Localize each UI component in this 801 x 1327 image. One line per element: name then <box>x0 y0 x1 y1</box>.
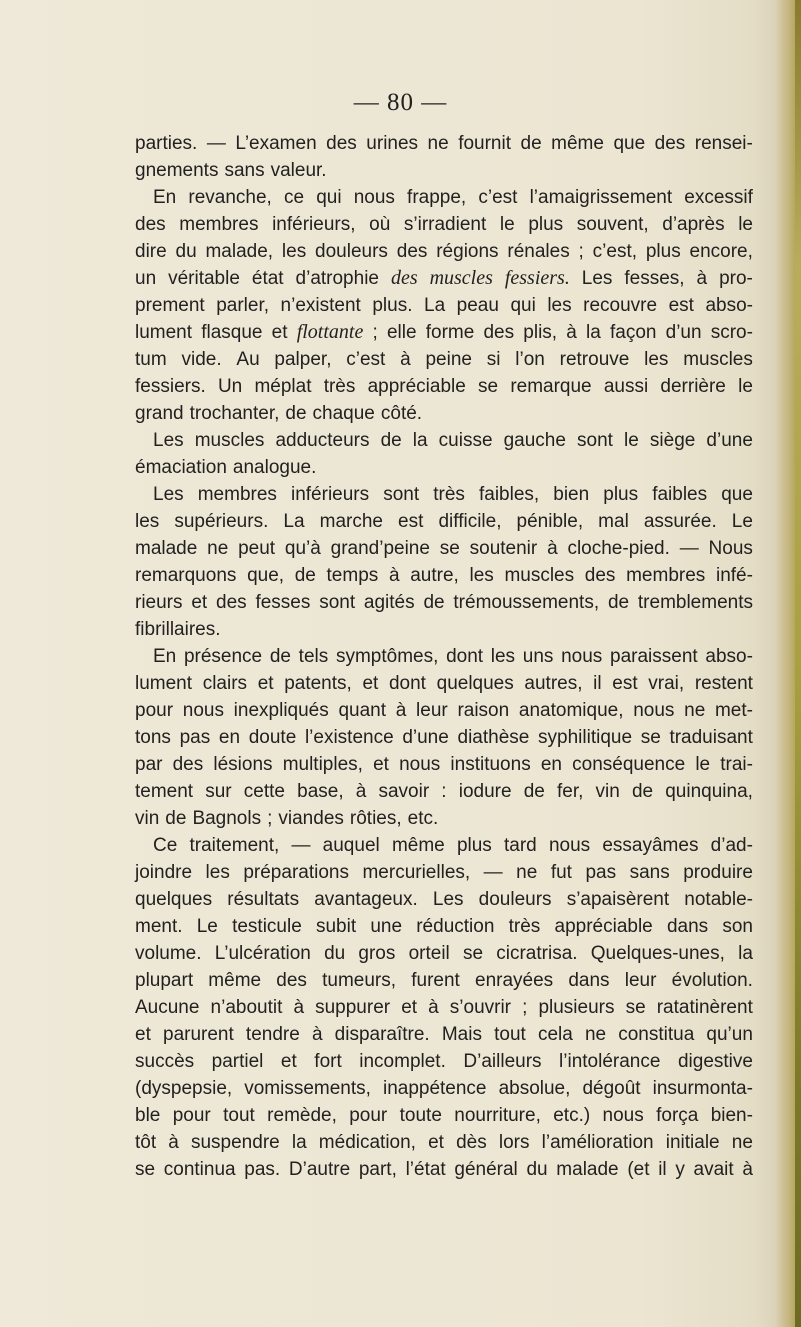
text-line: joindre les préparations mercurielles, — ne fut pas sans produire <box>135 862 753 883</box>
text-line: Ce traitement, — auquel même plus tard nous essayâmes d’ad- <box>153 835 753 856</box>
text-line: parties. — L’examen des urines ne fournit de même que des rensei- <box>135 133 753 154</box>
body-text <box>135 130 753 1183</box>
text-line: En revanche, ce qui nous frappe, c’est l’amaigrissement excessif <box>153 187 753 208</box>
text-line: tons pas en doute l’existence d’une diathèse syphilitique se traduisant <box>135 727 753 748</box>
text-line: les supérieurs. La marche est difficile, pénible, mal assurée. Le <box>135 511 753 532</box>
text-line: En présence de tels symptômes, dont les uns nous paraissent abso- <box>153 646 753 667</box>
text-line: lument clairs et patents, et dont quelques autres, il est vrai, restent <box>135 673 753 694</box>
text-line: (dyspepsie, vomissements, inappétence absolue, dégoût insurmonta- <box>135 1078 753 1099</box>
text-line: dire du malade, les douleurs des régions rénales ; c’est, plus encore, <box>135 241 753 262</box>
text-line: fibrillaires. <box>135 619 221 640</box>
text-line: des membres inférieurs, où s’irradient le plus souvent, d’après le <box>135 214 753 235</box>
text-line: Les membres inférieurs sont très faibles, bien plus faibles que <box>153 484 753 505</box>
text-line: quelques résultats avantageux. Les douleurs s’apaisèrent notable- <box>135 889 753 910</box>
page-number: — 80 — <box>353 89 448 116</box>
text-line: succès partiel et fort incomplet. D’ailleurs l’intolérance digestive <box>135 1051 753 1072</box>
text-line: plupart même des tumeurs, furent enrayées dans leur évolution. <box>135 970 753 991</box>
text-line: et parurent tendre à disparaître. Mais tout cela ne constitua qu’un <box>135 1024 753 1045</box>
text-line: un véritable état d’atrophie des muscles fessiers. Les fesses, à pro- <box>135 267 753 289</box>
text-line: émaciation analogue. <box>135 457 317 478</box>
text-line: par des lésions multiples, et nous instituons en conséquence le trai- <box>135 754 753 775</box>
text-line: ment. Le testicule subit une réduction très appréciable dans son <box>135 916 753 937</box>
text-line: rieurs et des fesses sont agités de trémoussements, de tremblements <box>135 592 753 613</box>
text-line: tôt à suspendre la médication, et dès lors l’amélioration initiale ne <box>135 1132 753 1153</box>
text-line: malade ne peut qu’à grand’peine se soutenir à cloche-pied. — Nous <box>135 538 753 559</box>
page-edge <box>795 0 801 1327</box>
text-line: lument flasque et flottante ; elle forme des plis, à la façon d’un scro- <box>135 321 753 343</box>
text-line: ble pour tout remède, pour toute nourriture, etc.) nous força bien- <box>135 1105 753 1126</box>
text-line: vin de Bagnols ; viandes rôties, etc. <box>135 808 439 829</box>
text-line: fessiers. Un méplat très appréciable se remarque aussi derrière le <box>135 376 753 397</box>
text-line: Les muscles adducteurs de la cuisse gauche sont le siège d’une <box>153 430 753 451</box>
text-line: se continua pas. D’autre part, l’état général du malade (et il y avait à <box>135 1159 753 1180</box>
text-line: grand trochanter, de chaque côté. <box>135 403 423 424</box>
text-line: tement sur cette base, à savoir : iodure de fer, vin de quinquina, <box>135 781 753 802</box>
text-line: Aucune n’aboutit à suppurer et à s’ouvrir ; plusieurs se ratatinèrent <box>135 997 753 1018</box>
text-line: remarquons que, de temps à autre, les muscles des membres infé- <box>135 565 753 586</box>
text-line: volume. L’ulcération du gros orteil se cicratrisa. Quelques-unes, la <box>135 943 753 964</box>
text-line: pour nous inexpliqués quant à leur raison anatomique, nous ne met- <box>135 700 753 721</box>
text-line: prement parler, n’existent plus. La peau qui les recouvre est abso- <box>135 295 753 316</box>
text-line: gnements sans valeur. <box>135 160 327 181</box>
text-line: tum vide. Au palper, c’est à peine si l’on retrouve les muscles <box>135 349 753 370</box>
